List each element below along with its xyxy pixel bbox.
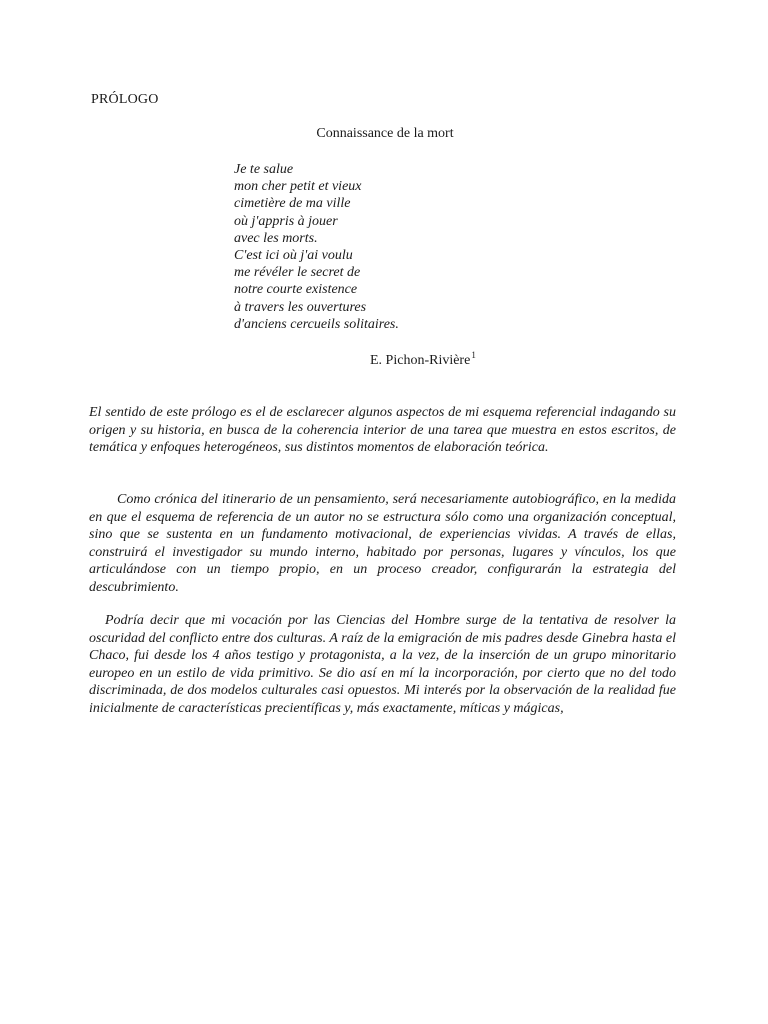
- paragraph: Como crónica del itinerario de un pensamiento, será necesariamente autobiográfico, en la medida en que el esquema de referencia de un autor no se estructura sólo como una organización conceptual, sino que se sustenta en un fundamento motivacional, de experiencias vividas. A través de ellas, construirá el investigador su mundo interno, habitado por personas, lugares y vínculos, los que articulándose con un tiempo propio, en un proceso creador, configurarán la estrategia del descubrimiento.: [89, 492, 676, 595]
- poem-line: où j'appris à jouer: [234, 213, 338, 229]
- poem-line: me révéler le secret de: [234, 265, 361, 281]
- paragraph: Podría decir que mi vocación por las Ciencias del Hombre surge de la tentativa de resolver la oscuridad del conflicto entre dos culturas. A raíz de la emigración de mis padres desde Ginebra hasta el Chaco, fui desde los 4 años testigo y protagonista, a la vez, de la inserción de un grupo minoritario europeo en un estilo de vida primitivo. Se dio así en mí la incorporación, por cierto que no del todo discriminada, de dos modelos culturales casi opuestos. Mi interés por la observación de la realidad fue inicialmente de características precientíficas y, más exactamente, míticas y mágicas,: [89, 613, 676, 716]
- paragraph: El sentido de este prólogo es el de esclarecer algunos aspectos de mi esquema referencial indagando su origen y su historia, en busca de la coherencia interior de una tarea que muestra en estos escritos, de temática y enfoques heterogéneos, sus distintos momentos de elaboración teórica.: [89, 405, 676, 456]
- poem: [234, 161, 399, 333]
- poem-line: notre courte existence: [234, 282, 358, 298]
- poem-line: C'est ici où j'ai voulu: [234, 248, 353, 264]
- poem-title-wrapper: [0, 126, 768, 142]
- poem-line: mon cher petit et vieux: [234, 179, 362, 195]
- attribution-author: E. Pichon-Rivière: [370, 353, 471, 368]
- page-heading: PRÓLOGO: [91, 92, 159, 107]
- poem-attribution: [370, 350, 476, 369]
- poem-line: d'anciens cercueils solitaires.: [234, 316, 399, 332]
- footnote-reference[interactable]: 1: [471, 350, 476, 360]
- poem-line: cimetière de ma ville: [234, 196, 351, 212]
- poem-line: à travers les ouvertures: [234, 299, 367, 315]
- poem-line: Je te salue: [234, 162, 294, 177]
- poem-line: avec les morts.: [234, 230, 318, 246]
- poem-title: Connaissance de la mort: [316, 126, 454, 141]
